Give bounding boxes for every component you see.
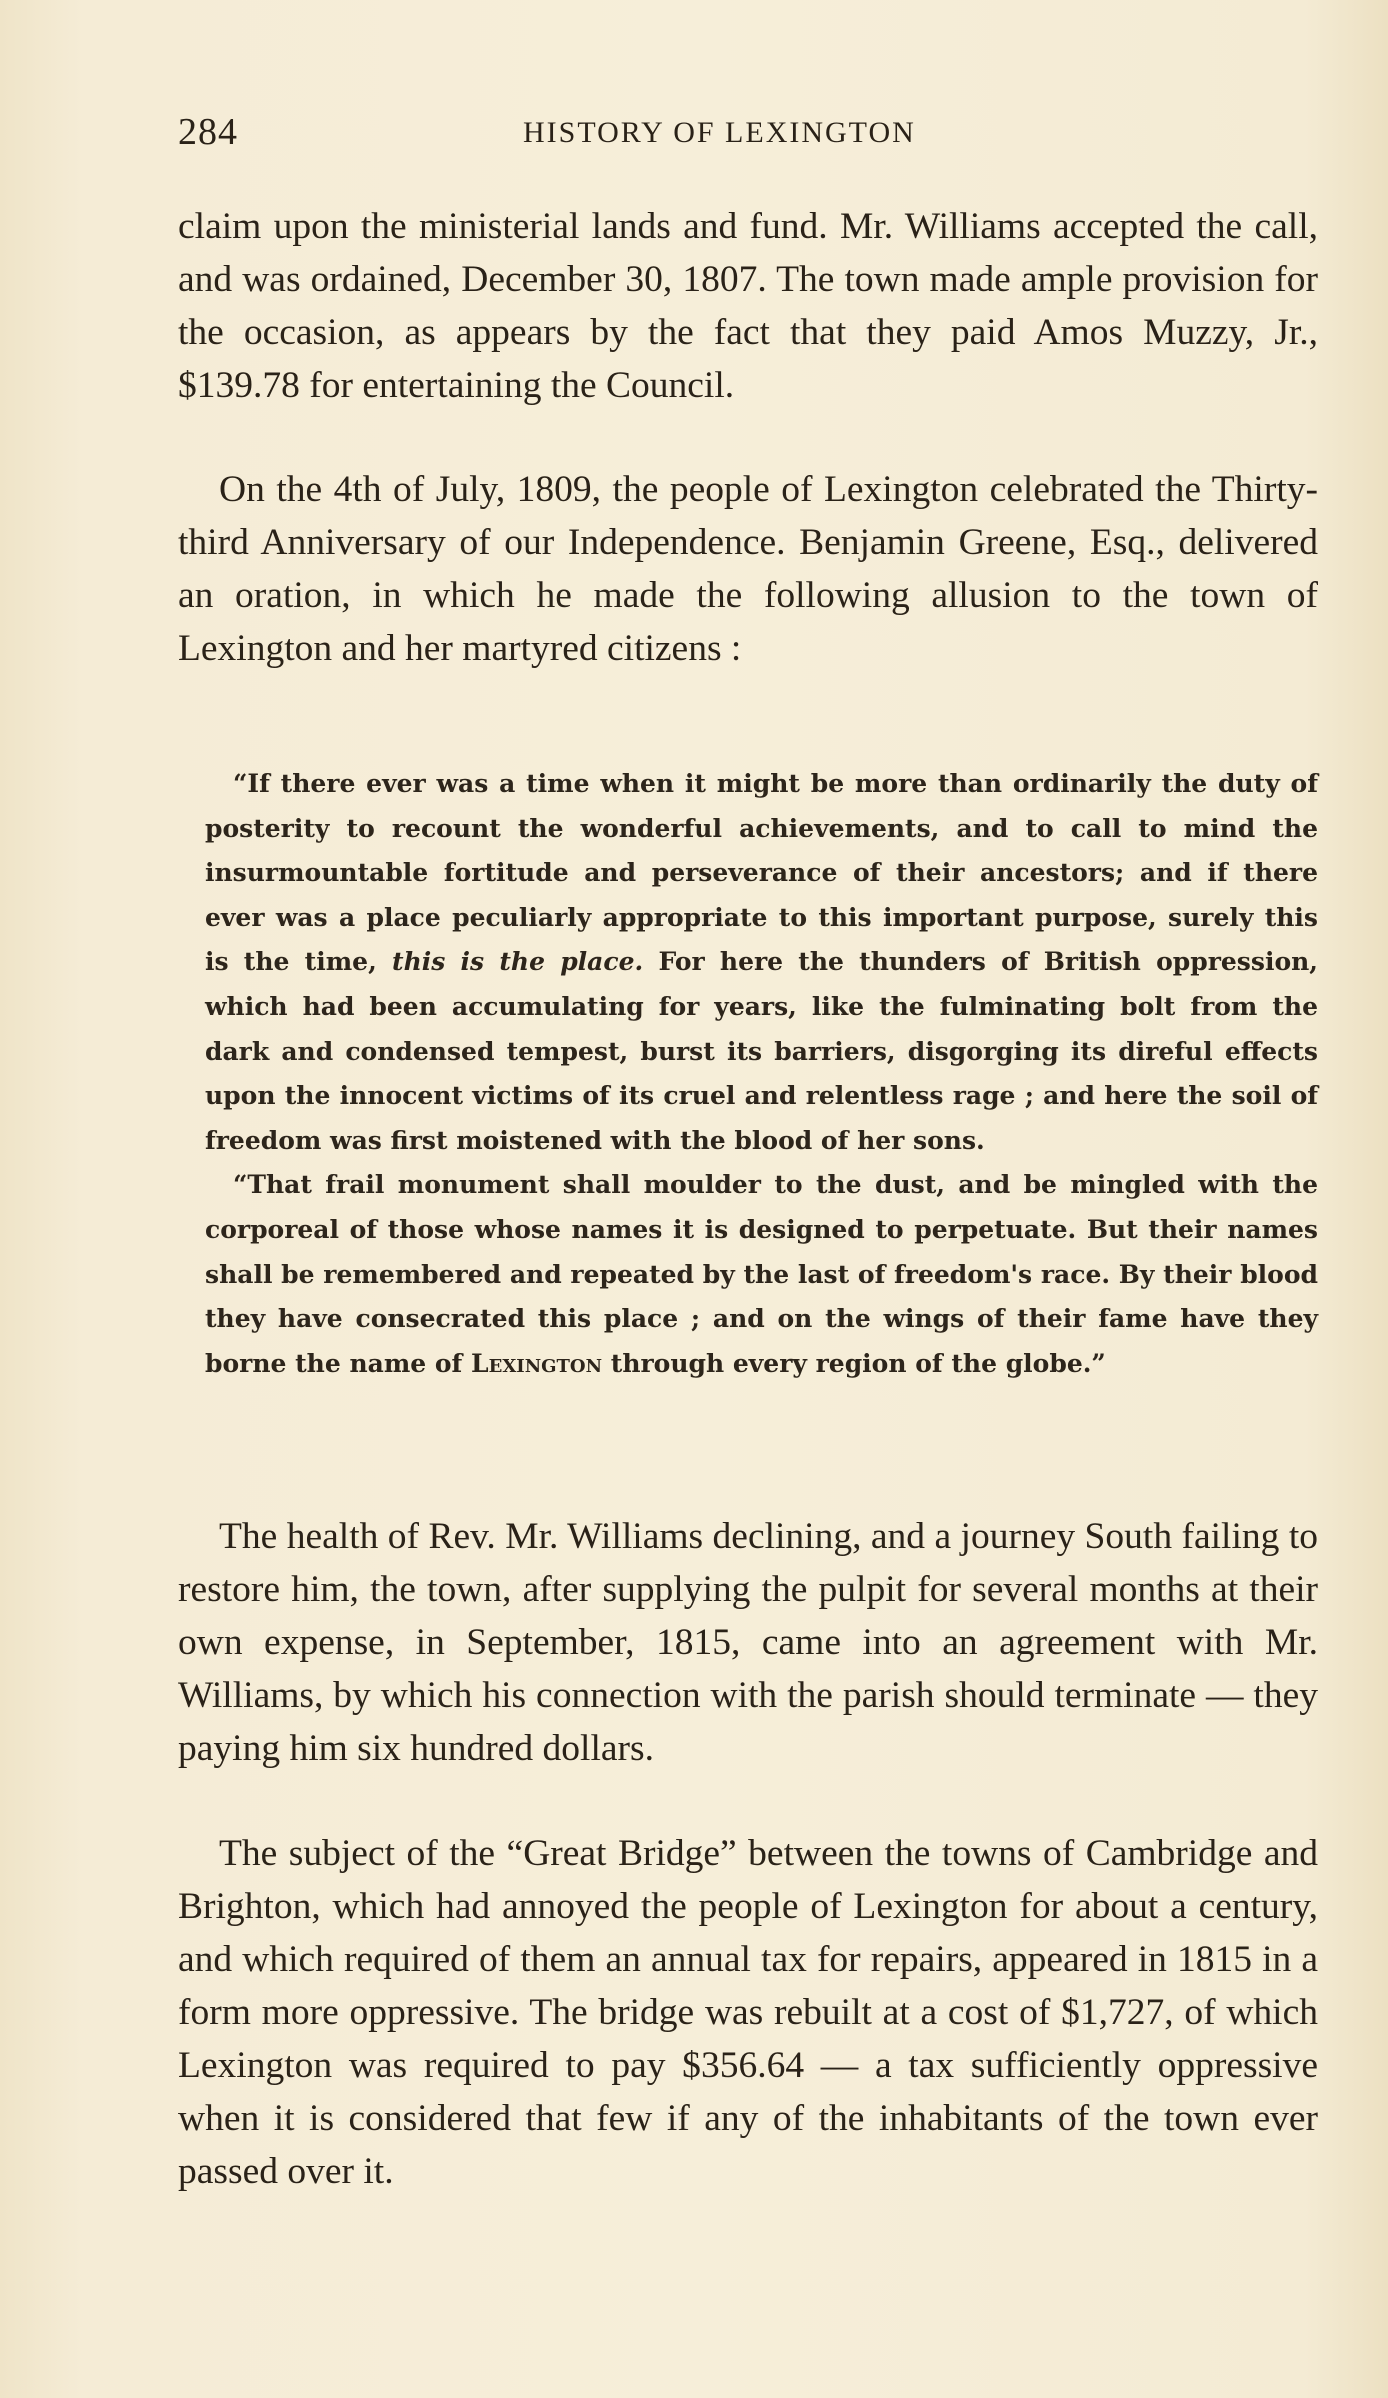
quote-paragraph-2 bbox=[205, 1163, 1318, 1386]
paragraph-block-2 bbox=[178, 463, 1318, 675]
quote-1-text-after: For here the thunders of British oppression, which had been accumulating for years, like the fulminating bolt from the dark and condensed tempest, burst its barriers, disgorging its direful effects upon the innocent victims of its cruel and relentless rage ; and here the soil of freedom was first moistened with the blood of her sons. bbox=[205, 947, 1319, 1155]
running-head: HISTORY OF LEXINGTON bbox=[523, 116, 916, 149]
paragraph-3: The health of Rev. Mr. Williams declining, and a journey South failing to restore him, the town, after supplying the pulpit for several months at their own expense, in September, 1815, came into an agreement with Mr. Williams, by which his connection with the parish should terminate — they paying him six hundred dollars. bbox=[178, 1516, 1318, 1769]
quote-paragraph-1 bbox=[205, 762, 1318, 1163]
paragraph-block-3 bbox=[178, 1510, 1318, 1775]
oration-quote bbox=[205, 762, 1318, 1386]
quote-1-text-before: “If there ever was a time when it might be more than ordinarily the duty of posterity to recount the wonderful achievements, and to call to mind the insurmountable fortitude and perseverance of their ancestors; and if there ever was a place peculiarly appropriate to this important purpose, surely this is the time, bbox=[205, 769, 1318, 977]
quote-2-text-before: “That frail monument shall moulder to the dust, and be mingled with the corporeal of those whose names it is designed to perpetuate. But their names shall be remembered and repeated by the last of freedom's race. By their blood they have consecrated this place ; and on the wings of their fame have they borne the name of bbox=[205, 1170, 1318, 1378]
quote-2-small-caps: Lexington bbox=[471, 1348, 603, 1378]
paragraph-2: On the 4th of July, 1809, the people of Lexington celebrated the Thirty-third Anniversary of our Independence. Benjamin Greene, Esq., delivered an oration, in which he made the following allusion to the town of Lexington and her martyred citizens : bbox=[178, 469, 1318, 669]
paragraph-1: claim upon the ministerial lands and fund. Mr. Williams accepted the call, and was ordained, December 30, 1807. The town made ample provision for the occasion, as appears by the fact that they paid Amos Muzzy, Jr., $139.78 for entertaining the Council. bbox=[178, 206, 1318, 406]
paragraph-block-1 bbox=[178, 200, 1318, 412]
quote-1-emphasis: this is the place. bbox=[392, 947, 644, 977]
paragraph-4: The subject of the “Great Bridge” between the towns of Cambridge and Brighton, which had annoyed the people of Lexington for about a century, and which required of them an annual tax for repairs, appeared in 1815 in a form more oppressive. The bridge was rebuilt at a cost of $1,727, of which Lexington was required to pay $356.64 — a tax sufficiently oppressive when it is considered that few if any of the inhabitants of the town ever passed over it. bbox=[178, 1833, 1318, 2192]
paragraph-block-4 bbox=[178, 1827, 1318, 2198]
page-header bbox=[178, 110, 1318, 160]
quote-2-text-after: through every region of the globe.” bbox=[602, 1348, 1106, 1378]
page-number: 284 bbox=[178, 111, 238, 153]
